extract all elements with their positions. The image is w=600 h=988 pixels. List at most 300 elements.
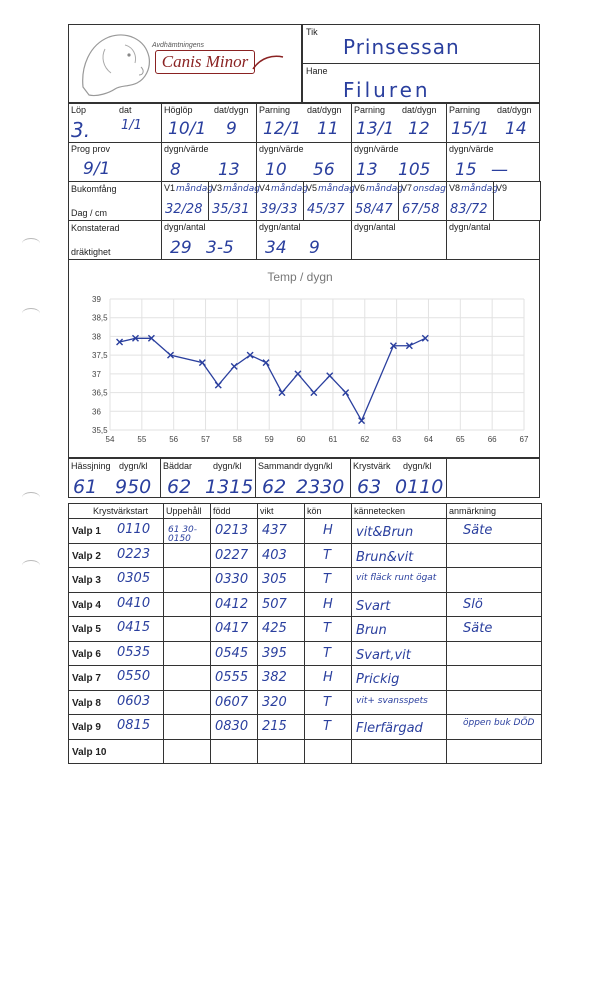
dygn-antal-label: dygn/antal xyxy=(449,222,491,232)
column-header: Uppehåll xyxy=(166,506,202,516)
hoglop-date: 10/1 xyxy=(168,119,207,139)
valp-kann-cell xyxy=(351,665,447,691)
chart-title: Temp / dygn xyxy=(267,270,333,284)
parning-label: Parning xyxy=(449,105,481,115)
parning-dygn: 12 xyxy=(408,119,430,139)
dygn-varde-label: dygn/värde xyxy=(449,144,494,154)
bukomfang-week-cell xyxy=(256,181,308,221)
x-tick-label: 65 xyxy=(455,435,465,444)
y-tick-label: 39 xyxy=(92,295,101,304)
valp-uppehall-cell xyxy=(163,739,211,765)
valp-kon: T xyxy=(323,572,331,587)
valp-kon: H xyxy=(323,670,333,685)
valp-vikt-cell xyxy=(257,518,305,544)
valp-label: Valp 4 xyxy=(72,599,101,611)
hassjning-label: Hässjning xyxy=(71,461,111,471)
dygn-varde-label: dygn/värde xyxy=(164,144,209,154)
valp-kann: Prickig xyxy=(356,672,400,687)
week-value: 39/33 xyxy=(260,202,298,217)
y-tick-label: 36 xyxy=(92,407,101,417)
valp-uppehall-cell xyxy=(163,714,211,740)
column-header: kön xyxy=(307,506,322,516)
valp-kon: T xyxy=(323,547,331,563)
week-day: måndag xyxy=(223,184,260,194)
punch-hole xyxy=(22,308,40,319)
valp-kon: H xyxy=(323,523,333,538)
valp-kon-cell xyxy=(304,714,352,740)
valp-label: Valp 10 xyxy=(72,746,107,758)
valp-anm: Slö xyxy=(463,596,483,612)
column-header: född xyxy=(213,506,231,516)
logo-title: Canis Minor xyxy=(155,50,255,74)
x-tick-label: 60 xyxy=(296,435,306,444)
hoglop-cell xyxy=(161,103,257,143)
valp-anm-cell xyxy=(446,518,542,544)
valp-vikt-cell xyxy=(257,641,305,667)
table-header-cell xyxy=(446,503,542,519)
valp-vikt-cell xyxy=(257,616,305,642)
valp-fodd-cell xyxy=(210,665,258,691)
baddar-kl: 1315 xyxy=(205,476,254,498)
valp-vikt-cell xyxy=(257,543,305,569)
x-tick-label: 66 xyxy=(487,435,497,444)
prog-dygn: 15 xyxy=(455,160,477,180)
x-tick-label: 56 xyxy=(169,435,179,444)
prog-varde: — xyxy=(491,160,508,180)
sammandr-label: Sammandr xyxy=(258,461,303,471)
column-header: anmärkning xyxy=(449,506,497,516)
punch-hole xyxy=(22,238,40,249)
empty-cell xyxy=(446,458,540,498)
hane-cell xyxy=(302,63,540,103)
prog-varde: 105 xyxy=(398,160,431,180)
krystvark-label: Krystvärk xyxy=(353,461,391,471)
valp-kon-cell xyxy=(304,543,352,569)
prog-prov-label: Prog prov xyxy=(71,144,111,154)
lop-value: 3. xyxy=(71,118,91,142)
valp-vikt: 425 xyxy=(262,621,287,636)
valp-kann: Svart xyxy=(356,598,391,614)
prog-dygn: 10 xyxy=(265,160,287,180)
week-day: måndag xyxy=(318,184,355,194)
temperature-series-line xyxy=(120,338,426,420)
punch-hole xyxy=(22,560,40,571)
week-label: V3 xyxy=(211,183,223,193)
konstaterad-cell xyxy=(68,220,162,260)
prog-dygn: 13 xyxy=(356,160,378,180)
table-header-cell xyxy=(68,503,164,519)
parning-cell-1 xyxy=(256,103,352,143)
valp-kon: T xyxy=(323,694,331,710)
krystvark-start: 0603 xyxy=(117,693,151,709)
hoglop-datdygn-label: dat/dygn xyxy=(214,105,249,115)
valp-kon: T xyxy=(323,645,331,661)
valp-vikt: 305 xyxy=(262,572,287,587)
temperature-chart xyxy=(68,259,540,458)
data-point xyxy=(231,363,237,369)
valp-fodd-cell xyxy=(210,518,258,544)
column-header: kännetecken xyxy=(354,506,406,516)
valp-fodd: 0830 xyxy=(215,719,249,734)
valp-fodd-cell xyxy=(210,567,258,593)
valp-label: Valp 9 xyxy=(72,722,101,733)
valp-kon-cell xyxy=(304,665,352,691)
valp-anm-cell xyxy=(446,665,542,691)
y-tick-label: 37 xyxy=(92,369,101,379)
hoglop-label: Höglöp xyxy=(164,105,193,115)
lop-dat-label: dat xyxy=(119,105,132,115)
valp-kann: vit fläck runt ögat xyxy=(356,573,437,583)
valp-label-cell xyxy=(68,641,164,667)
valp-fodd-cell xyxy=(210,690,258,716)
dygn-antal-label: dygn/antal xyxy=(259,222,301,232)
valp-kann-cell xyxy=(351,543,447,569)
valp-anm-cell xyxy=(446,739,542,765)
y-tick-label: 37,5 xyxy=(92,351,108,361)
valp-label: Valp 5 xyxy=(72,624,101,635)
week-label: V8 xyxy=(449,183,461,193)
column-header: vikt xyxy=(260,506,274,516)
valp-vikt: 437 xyxy=(262,523,287,538)
valp-uppehall-cell xyxy=(163,567,211,593)
week-value: 45/37 xyxy=(307,202,345,217)
bukomfang-week-cell xyxy=(161,181,213,221)
dygn-kl-label: dygn/kl xyxy=(403,461,432,471)
valp-anm-cell xyxy=(446,641,542,667)
valp-kann-cell xyxy=(351,518,447,544)
week-value: 58/47 xyxy=(355,202,393,217)
parning-label: Parning xyxy=(259,105,291,115)
prog-varde: 13 xyxy=(218,160,240,180)
table-header-cell xyxy=(257,503,305,519)
valp-kann-cell xyxy=(351,714,447,740)
valp-label: Valp 7 xyxy=(72,673,101,684)
x-tick-label: 58 xyxy=(232,435,242,444)
bukomfang-week-cell xyxy=(208,181,260,221)
parning-date: 12/1 xyxy=(263,119,302,139)
valp-anm-cell xyxy=(446,714,542,740)
data-point xyxy=(359,418,365,424)
valp-label: Valp 8 xyxy=(72,697,101,709)
hane-label: Hane xyxy=(306,66,328,76)
week-label: V1 xyxy=(164,183,176,193)
parning-date: 15/1 xyxy=(451,119,490,139)
hassjning-dygn: 61 xyxy=(73,476,98,498)
week-value: 67/58 xyxy=(402,202,440,217)
valp-vikt-cell xyxy=(257,592,305,618)
x-tick-label: 63 xyxy=(392,435,402,444)
valp-kon-cell xyxy=(304,616,352,642)
konst-cell-2 xyxy=(256,220,352,260)
x-tick-label: 57 xyxy=(201,435,210,444)
x-tick-label: 61 xyxy=(328,435,338,444)
bukomfang-label: Bukomfång xyxy=(71,184,117,194)
krystvark-start: 0550 xyxy=(117,669,151,684)
valp-label-cell xyxy=(68,665,164,691)
sammandr-dygn: 62 xyxy=(262,476,287,498)
konst-dygn: 29 xyxy=(170,238,192,258)
prog-cell-4 xyxy=(446,142,540,182)
week-label: V7 xyxy=(401,183,413,193)
konst-cell-3 xyxy=(351,220,447,260)
konst-cell-4 xyxy=(446,220,540,260)
parning-sub-label: dat/dygn xyxy=(402,105,437,115)
valp-uppehall-cell xyxy=(163,641,211,667)
prog-prov-value: 9/1 xyxy=(83,159,111,179)
konstaterad-label: Konstaterad xyxy=(71,223,120,233)
parning-dygn: 11 xyxy=(317,119,339,139)
y-tick-label: 38 xyxy=(92,332,101,342)
valp-vikt-cell xyxy=(257,665,305,691)
valp-uppehall-cell xyxy=(163,592,211,618)
dygn-antal-label: dygn/antal xyxy=(354,222,396,232)
konst-dygn: 34 xyxy=(265,238,287,258)
tik-value: Prinsessan xyxy=(343,35,460,59)
krystvark-start: 0410 xyxy=(117,595,151,611)
valp-vikt: 215 xyxy=(262,719,287,734)
krystvark-start: 0305 xyxy=(117,571,151,586)
y-tick-label: 36,5 xyxy=(92,388,108,398)
parning-dygn: 14 xyxy=(505,119,527,139)
x-tick-label: 67 xyxy=(519,435,529,444)
parning-sub-label: dat/dygn xyxy=(497,105,532,115)
valp-fodd-cell xyxy=(210,641,258,667)
valp-anm-cell xyxy=(446,592,542,618)
valp-fodd: 0330 xyxy=(215,572,249,587)
valp-fodd: 0227 xyxy=(215,547,249,563)
baddar-label: Bäddar xyxy=(163,461,193,471)
valp-fodd: 0555 xyxy=(215,670,249,685)
valp-kann-cell xyxy=(351,641,447,667)
table-header-cell xyxy=(304,503,352,519)
week-day: måndag xyxy=(176,184,213,194)
valp-vikt: 403 xyxy=(262,547,287,563)
konstaterad-sub-label: dräktighet xyxy=(71,247,111,257)
lop-date: 1/1 xyxy=(121,118,142,133)
week-day: onsdag xyxy=(413,184,446,194)
hassjning-cell xyxy=(68,458,161,498)
valp-anm-cell xyxy=(446,567,542,593)
valp-vikt: 507 xyxy=(262,596,287,612)
valp-kon: T xyxy=(323,719,331,734)
x-tick-label: 59 xyxy=(264,435,274,444)
valp-kann-cell xyxy=(351,616,447,642)
valp-kon-cell xyxy=(304,567,352,593)
pen-swoosh-icon xyxy=(251,53,285,73)
parning-date: 13/1 xyxy=(356,119,395,139)
bukomfang-cell xyxy=(68,181,162,221)
valp-vikt: 382 xyxy=(262,670,287,685)
valp-fodd: 0607 xyxy=(215,694,249,710)
valp-label: Valp 1 xyxy=(72,526,101,537)
valp-anm: Säte xyxy=(463,621,493,636)
dygn-kl-label: dygn/kl xyxy=(304,461,333,471)
valp-kon-cell xyxy=(304,641,352,667)
valp-kon-cell xyxy=(304,592,352,618)
valp-kann-cell xyxy=(351,567,447,593)
krystvark-start: 0223 xyxy=(117,546,151,562)
valp-vikt-cell xyxy=(257,714,305,740)
bukomfang-week-cell xyxy=(398,181,447,221)
valp-label: Valp 3 xyxy=(72,575,101,586)
valp-vikt-cell xyxy=(257,567,305,593)
valp-uppehall-cell xyxy=(163,518,211,544)
valp-label-cell xyxy=(68,739,164,765)
valp-vikt-cell xyxy=(257,690,305,716)
valp-fodd: 0412 xyxy=(215,596,249,612)
week-label: V5 xyxy=(306,183,318,193)
prog-varde: 56 xyxy=(313,160,335,180)
hassjning-kl: 950 xyxy=(115,476,152,498)
dygn-varde-label: dygn/värde xyxy=(354,144,399,154)
bukomfang-week-cell xyxy=(351,181,403,221)
krystvark-start: 0110 xyxy=(117,522,151,537)
dygn-antal-label: dygn/antal xyxy=(164,222,206,232)
y-tick-label: 35,5 xyxy=(92,426,108,435)
prog-cell-3 xyxy=(351,142,447,182)
data-point xyxy=(215,382,221,388)
valp-label-cell xyxy=(68,567,164,593)
valp-label: Valp 2 xyxy=(72,550,101,562)
baddar-dygn: 62 xyxy=(167,476,192,498)
hoglop-dygn: 9 xyxy=(226,119,237,139)
prog-cell-2 xyxy=(256,142,352,182)
week-value: 32/28 xyxy=(165,202,203,217)
valp-label-cell xyxy=(68,543,164,569)
valp-fodd: 0545 xyxy=(215,645,249,661)
valp-label: Valp 6 xyxy=(72,648,101,660)
valp-kon: H xyxy=(323,596,333,612)
valp-label-cell xyxy=(68,592,164,618)
konst-cell-1 xyxy=(161,220,257,260)
lop-cell xyxy=(68,103,162,143)
bukomfang-week-cell xyxy=(446,181,498,221)
valp-label-cell xyxy=(68,690,164,716)
valp-kon-cell xyxy=(304,518,352,544)
valp-kon-cell xyxy=(304,739,352,765)
krystvark-kl: 0110 xyxy=(395,476,444,498)
valp-kann: Svart,vit xyxy=(356,647,411,663)
valp-label-cell xyxy=(68,714,164,740)
table-header-cell xyxy=(351,503,447,519)
valp-kann: Flerfärgad xyxy=(356,721,423,736)
valp-kann-cell xyxy=(351,690,447,716)
valp-uppehall-cell xyxy=(163,690,211,716)
valp-kann-cell xyxy=(351,739,447,765)
column-header: Krystvärkstart xyxy=(93,506,149,516)
dygn-varde-label: dygn/värde xyxy=(259,144,304,154)
x-tick-label: 54 xyxy=(105,435,115,444)
prog-prov-cell xyxy=(68,142,162,182)
week-value: 35/31 xyxy=(212,202,250,217)
sammandr-cell xyxy=(255,458,351,498)
valp-vikt-cell xyxy=(257,739,305,765)
valp-uppehall-cell xyxy=(163,616,211,642)
valp-fodd-cell xyxy=(210,616,258,642)
x-tick-label: 55 xyxy=(137,435,147,444)
valp-fodd-cell xyxy=(210,739,258,765)
table-header-cell xyxy=(210,503,258,519)
valp-label-cell xyxy=(68,518,164,544)
krystvark-dygn: 63 xyxy=(357,476,382,498)
x-tick-label: 62 xyxy=(360,435,370,444)
valp-vikt: 320 xyxy=(262,694,287,710)
parning-cell-2 xyxy=(351,103,447,143)
prog-cell-1 xyxy=(161,142,257,182)
logo-subtitle: Avdhämtningens xyxy=(152,42,205,49)
bukomfang-sub-label: Dag / cm xyxy=(71,208,108,218)
dygn-kl-label: dygn/kl xyxy=(213,461,242,471)
week-value: 83/72 xyxy=(450,202,488,217)
valp-fodd: 0213 xyxy=(215,523,249,538)
valp-label-cell xyxy=(68,616,164,642)
valp-anm: öppen buk DÖD xyxy=(463,718,535,728)
parning-sub-label: dat/dygn xyxy=(307,105,342,115)
krystvark-start: 0535 xyxy=(117,644,151,660)
valp-fodd: 0417 xyxy=(215,621,249,636)
punch-hole xyxy=(22,492,40,503)
tik-label: Tik xyxy=(306,27,318,37)
week-label: V9 xyxy=(496,183,508,193)
hane-value: Filuren xyxy=(343,78,431,102)
valp-kann: Brun xyxy=(356,623,387,638)
valp-kann: vit+ svansspets xyxy=(356,695,428,706)
bukomfang-week-cell xyxy=(303,181,355,221)
y-tick-label: 38,5 xyxy=(92,313,108,323)
x-tick-label: 64 xyxy=(424,435,433,444)
valp-kann-cell xyxy=(351,592,447,618)
prog-dygn: 8 xyxy=(170,160,181,180)
valp-uppehall-cell xyxy=(163,543,211,569)
valp-anm-cell xyxy=(446,543,542,569)
sammandr-kl: 2330 xyxy=(296,476,345,498)
krystvark-start: 0815 xyxy=(117,718,151,733)
valp-kon-cell xyxy=(304,690,352,716)
konst-antal: 3-5 xyxy=(206,238,234,258)
data-point xyxy=(263,360,269,366)
week-label: V4 xyxy=(259,183,271,193)
valp-kann: Brun&vit xyxy=(356,549,414,565)
parning-cell-3 xyxy=(446,103,540,143)
valp-anm: Säte xyxy=(463,523,493,538)
valp-uppehall: 61 30-0150 xyxy=(168,525,198,544)
valp-kon: T xyxy=(323,621,331,636)
tik-cell xyxy=(302,24,540,64)
konst-antal: 9 xyxy=(309,238,320,258)
valp-fodd-cell xyxy=(210,543,258,569)
valp-fodd-cell xyxy=(210,592,258,618)
table-header-cell xyxy=(163,503,211,519)
valp-anm-cell xyxy=(446,690,542,716)
valp-vikt: 395 xyxy=(262,645,287,661)
dygn-kl-label: dygn/kl xyxy=(119,461,148,471)
parning-label: Parning xyxy=(354,105,386,115)
week-label: V6 xyxy=(354,183,366,193)
lop-label: Löp xyxy=(71,105,87,115)
valp-uppehall-cell xyxy=(163,665,211,691)
valp-kann: vit&Brun xyxy=(356,525,414,540)
bukomfang-week-cell xyxy=(493,181,541,221)
dog-head-icon xyxy=(75,27,155,101)
krystvark-start: 0415 xyxy=(117,620,151,635)
baddar-cell xyxy=(160,458,256,498)
week-day: måndag xyxy=(366,184,403,194)
krystvark-cell xyxy=(350,458,447,498)
week-day: måndag xyxy=(271,184,308,194)
valp-anm-cell xyxy=(446,616,542,642)
valp-fodd-cell xyxy=(210,714,258,740)
week-day: måndag xyxy=(461,184,498,194)
